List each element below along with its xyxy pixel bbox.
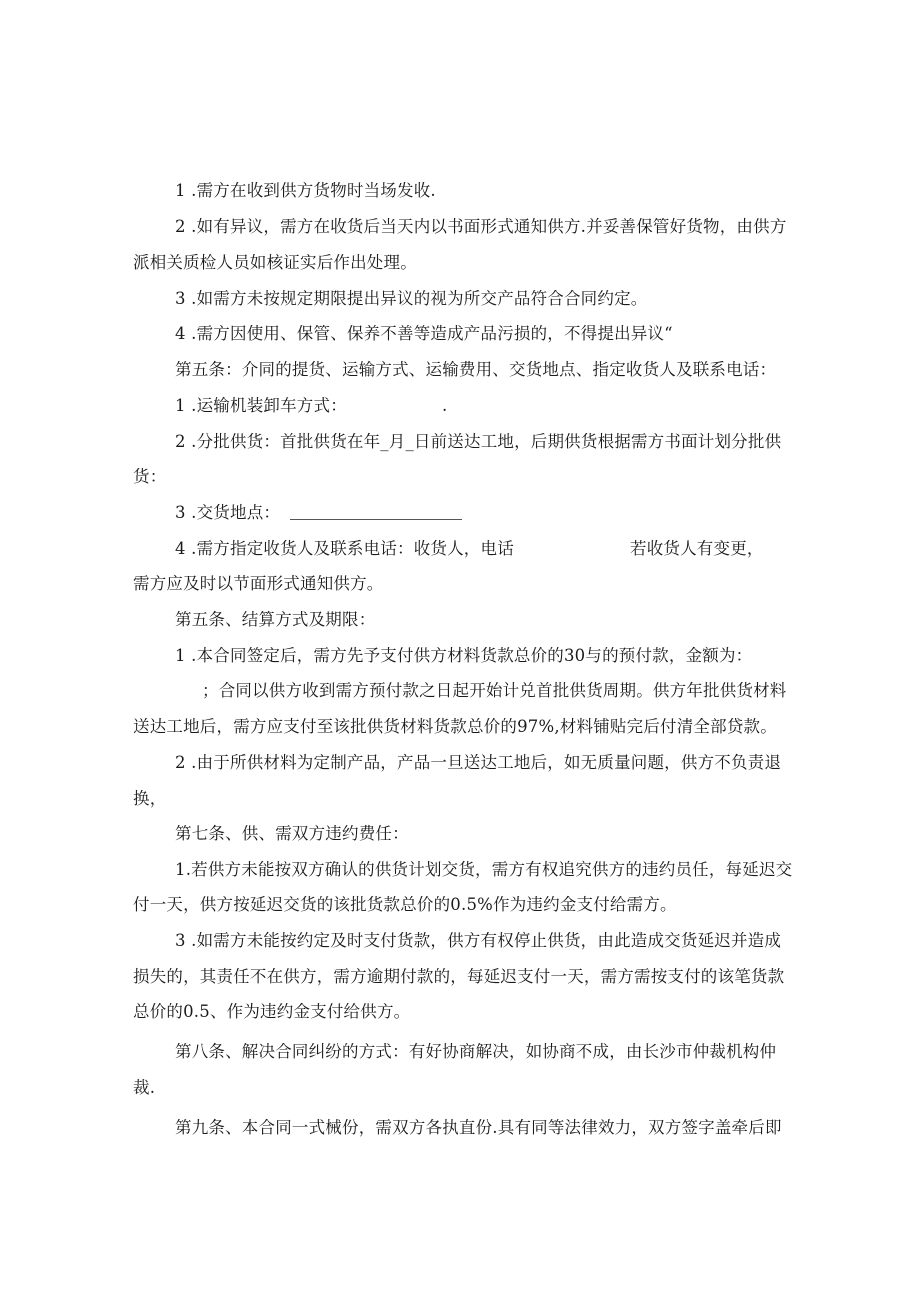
clause-line: 1.若供方未能按双方确认的供货计划交货，需方有权追究供方的违约员任，每延迟交 xyxy=(175,860,793,879)
clause-line: 损失的，其责任不在供方，需方逾期付款的，每延迟支付一天，需方需按支付的该笔货款 xyxy=(133,967,785,986)
article-heading: 第九条、本合同一式械份，需双方各执直份.具有同等法律效力，双方签字盖牵后即 xyxy=(175,1118,782,1137)
clause-line: 3 .交货地点： xyxy=(175,503,281,522)
article-heading: 第八条、解决合同纠纷的方式：有好协商解决，如协商不成，由长沙市仲裁机构仲 xyxy=(175,1042,777,1061)
clause-line: 派相关质检人员如核证实后作出处理。 xyxy=(133,253,417,272)
clause-line-end: . xyxy=(442,396,448,415)
clause-line: 换， xyxy=(133,789,167,808)
clause-line: 1 .需方在收到供方货物时当场发收. xyxy=(175,181,436,200)
clause-line: 送达工地后，需方应支付至该批供货材料货款总价的97%,材料铺贴完后付清全部贷款。 xyxy=(133,717,777,736)
clause-line: 2 .如有异议，需方在收货后当天内以书面形式通知供方.并妥善保管好货物，由供方 xyxy=(175,217,787,236)
clause-line: 3 .如需方未按规定期限提出异议的视为所交产品符合合同约定。 xyxy=(175,289,648,308)
fill-blank-underline xyxy=(290,503,462,520)
article-heading: 第五条、结算方式及期限： xyxy=(175,610,376,629)
clause-line: 1 .本合同签定后，需方先予支付供方材料货款总价的30与的预付款，金额为： xyxy=(175,646,753,665)
clause-line: ；合同以供方收到需方预付款之日起开始计兑首批供货周期。供方年批供货材料 xyxy=(202,681,787,700)
clause-line: 2 .分批供货：首批供货在年_月_日前送达工地，后期供货根据需方书面计划分批供 xyxy=(175,432,782,451)
clause-line: 若收货人有变更， xyxy=(630,539,764,558)
clause-line: 2 .由于所供材料为定制产品，产品一旦送达工地后，如无质量问题，供方不负责退 xyxy=(175,753,782,772)
clause-line: 1 .运输机装卸车方式： xyxy=(175,396,347,415)
clause-line: 总价的0.5、作为违约金支付给供方。 xyxy=(133,1002,411,1021)
clause-line: 4 .需方指定收货人及联系电话：收货人，电话 xyxy=(175,539,514,558)
clause-line: 货： xyxy=(133,467,167,486)
clause-line: 需方应及时以节面形式通知供方。 xyxy=(133,574,384,593)
clause-line: 3 .如需方未能按约定及时支付货款，供方有权停止供货，由此造成交货延迟并造成 xyxy=(175,931,782,950)
clause-line: 付一天，供方按延迟交货的该批货款总价的0.5%作为违约金支付给需方。 xyxy=(133,895,677,914)
article-heading: 第七条、供、需双方违约费任： xyxy=(175,824,409,843)
clause-line: 裁. xyxy=(133,1078,156,1097)
clause-line: 4 .需方因使用、保管、保养不善等造成产品污损的，不得提出异议“ xyxy=(175,324,673,343)
article-heading: 第五条：介同的提货、运输方式、运输费用、交货地点、指定收货人及联系电话： xyxy=(175,360,777,379)
